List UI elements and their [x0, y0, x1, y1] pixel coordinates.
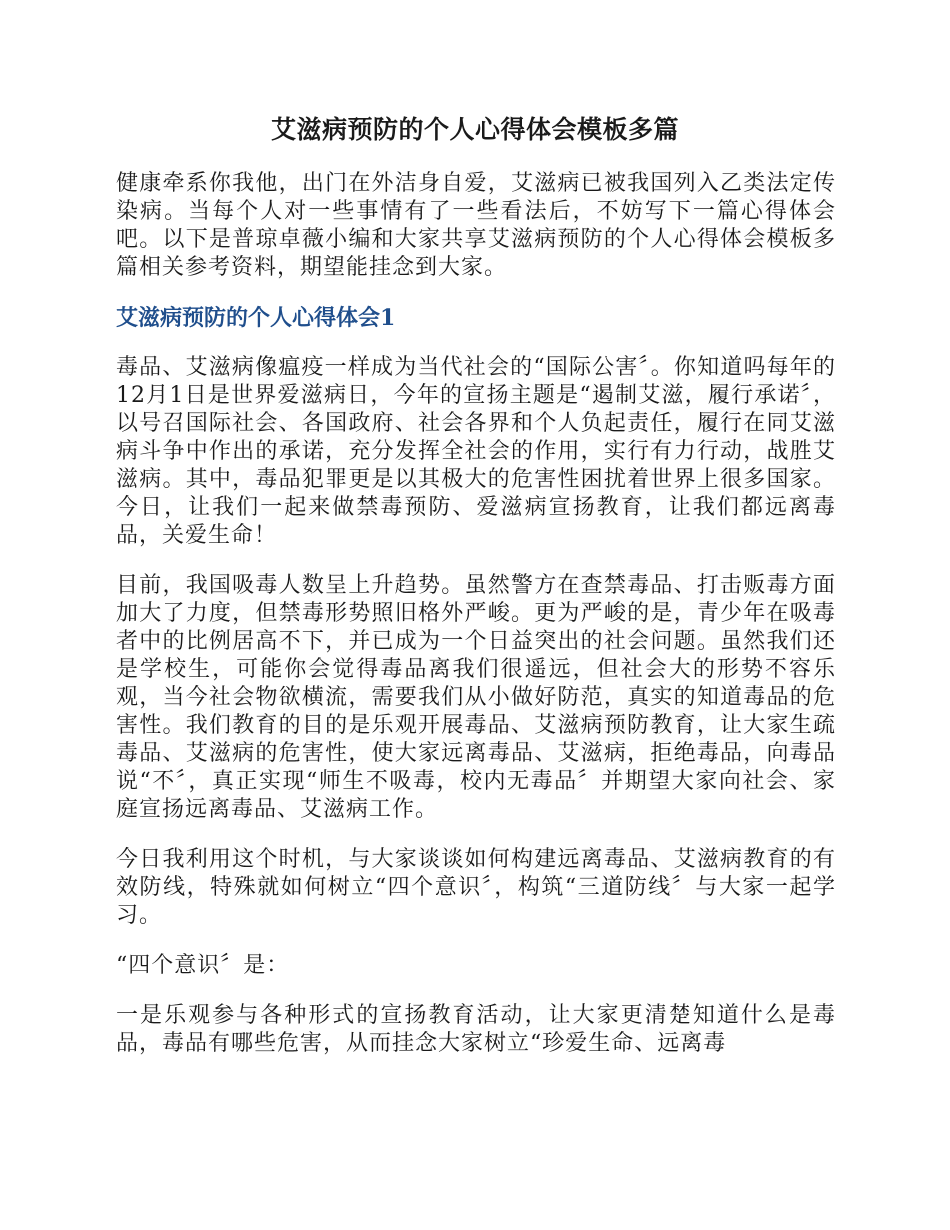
body-paragraph-1: 毒品、艾滋病像瘟疫一样成为当代社会的“国际公害〞。你知道吗每年的12月1日是世界爱滋病日，今年的宣扬主题是“遏制艾滋，履行承诺〞，以号召国际社会、各国政府、社会各界和个人负起责任，履行在同艾滋病斗争中作出的承诺，充分发挥全社会的作用，实行有力行动，战胜艾滋病。其中，毒品犯罪更是以其极大的危害性困扰着世界上很多国家。今日，让我们一起来做禁毒预防、爱滋病宣扬教育，让我们都远离毒品，关爱生命！ [116, 355, 836, 548]
section-heading: 艾滋病预防的个人心得体会1 [116, 305, 396, 331]
intro-paragraph: 健康牵系你我他，出门在外洁身自爱，艾滋病已被我国列入乙类法定传染病。当每个人对一些事情有了一些看法后，不妨写下一篇心得体会吧。以下是普琼卓薇小编和大家共享艾滋病预防的个人心得体会模板多篇相关参考资料，期望能挂念到大家。 [116, 171, 836, 280]
document-body [116, 170, 836, 1080]
body-paragraph-3: 今日我利用这个时机，与大家谈谈如何构建远离毒品、艾滋病教育的有效防线，特殊就如何树立“四个意识〞，构筑“三道防线〞与大家一起学习。 [116, 847, 836, 928]
body-paragraph-2: 目前，我国吸毒人数呈上升趋势。虽然警方在查禁毒品、打击贩毒方面加大了力度，但禁毒形势照旧格外严峻。更为严峻的是，青少年在吸毒者中的比例居高不下，并已成为一个日益突出的社会问题。虽然我们还是学校生，可能你会觉得毒品离我们很遥远，但社会大的形势不容乐观，当今社会物欲横流，需要我们从小做好防范，真实的知道毒品的危害性。我们教育的目的是乐观开展毒品、艾滋病预防教育，让大家生疏毒品、艾滋病的危害性，使大家远离毒品、艾滋病，拒绝毒品，向毒品说“不〞，真正实现“师生不吸毒，校内无毒品〞并期望大家向社会、家庭宣扬远离毒品、艾滋病工作。 [116, 573, 836, 822]
document-title: 艾滋病预防的个人心得体会模板多篇 [270, 115, 679, 144]
body-paragraph-5: 一是乐观参与各种形式的宣扬教育活动，让大家更清楚知道什么是毒品，毒品有哪些危害，从而挂念大家树立“珍爱生命、远离毒 [116, 1003, 836, 1056]
body-paragraph-4: “四个意识〞是： [116, 953, 290, 978]
